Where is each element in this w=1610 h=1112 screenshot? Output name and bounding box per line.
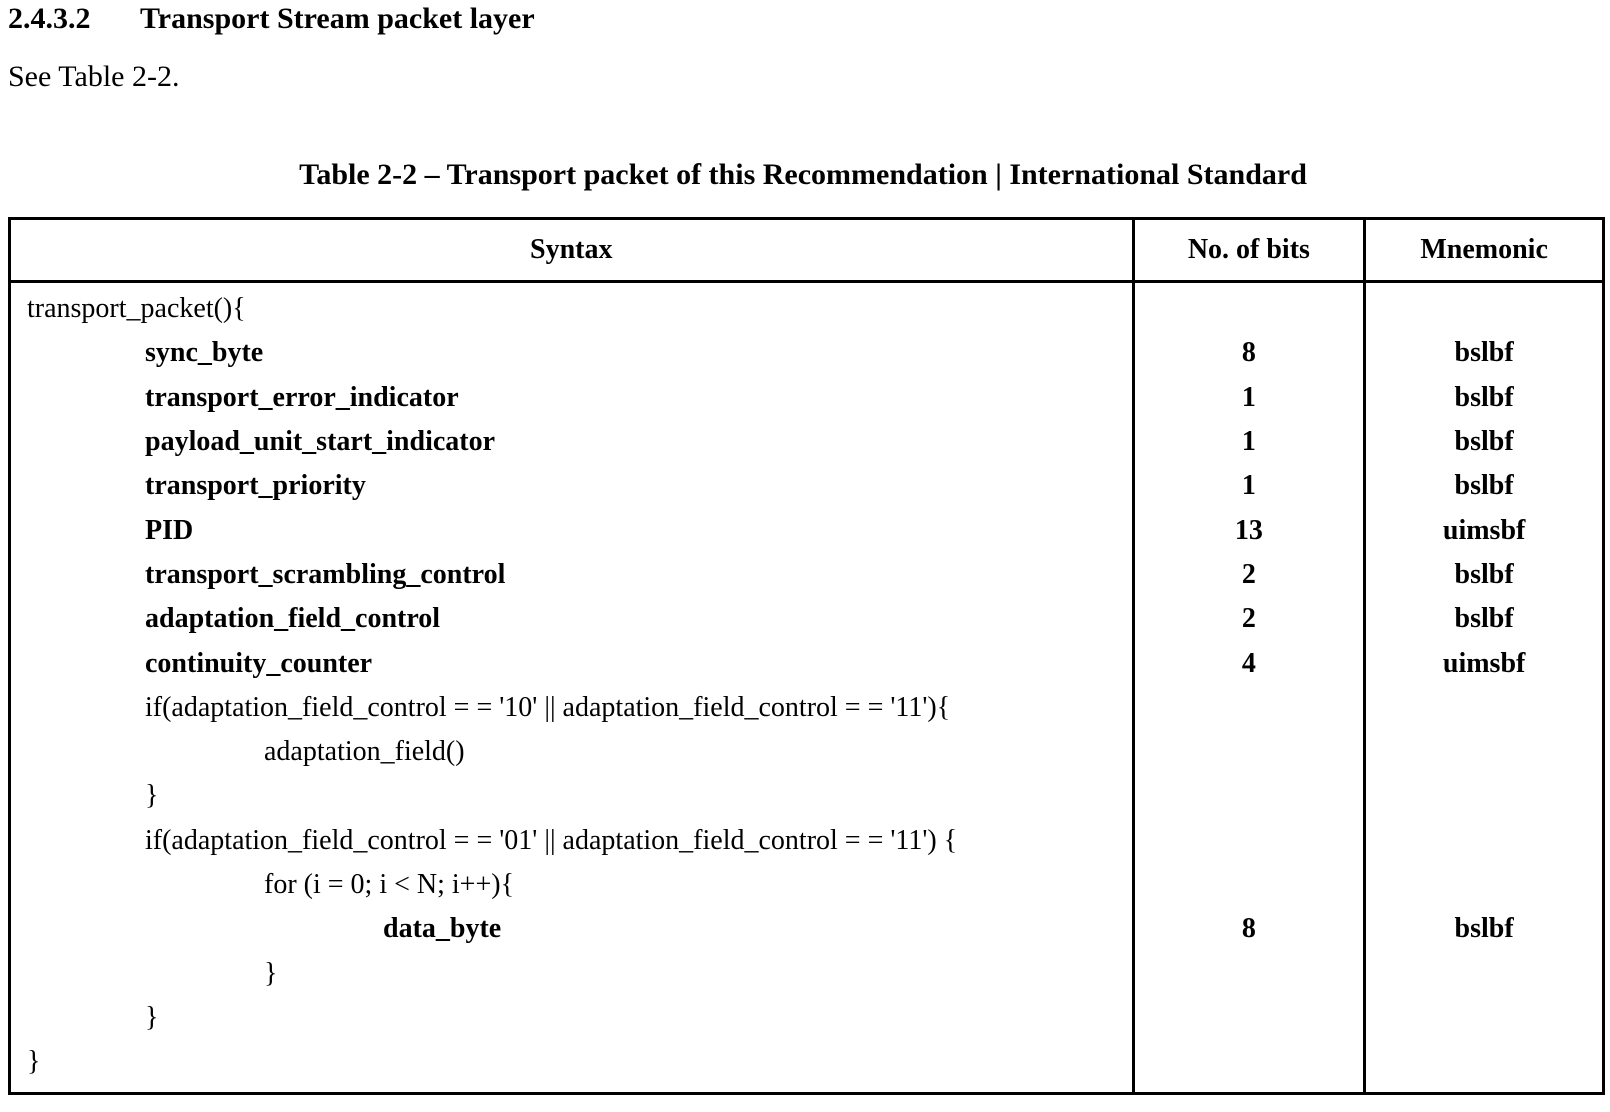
mnemonic-cell xyxy=(1365,863,1604,907)
table-row xyxy=(10,331,1604,375)
section-number: 2.4.3.2 xyxy=(8,2,91,35)
table-row xyxy=(10,420,1604,464)
bits-cell xyxy=(1133,819,1365,863)
syntax-cell: } xyxy=(10,996,1134,1040)
bits-cell xyxy=(1133,686,1365,730)
syntax-cell: data_byte xyxy=(10,907,1134,951)
mnemonic-cell: bslbf xyxy=(1365,907,1604,951)
mnemonic-cell xyxy=(1365,686,1604,730)
table-caption: Table 2-2 – Transport packet of this Recommendation | International Standard xyxy=(299,158,1307,191)
section-title: Transport Stream packet layer xyxy=(140,2,535,35)
syntax-cell: } xyxy=(10,1040,1134,1094)
syntax-cell: if(adaptation_field_control = = '01' || adaptation_field_control = = '11') { xyxy=(10,819,1134,863)
header-bits: No. of bits xyxy=(1133,219,1365,282)
bits-cell: 1 xyxy=(1133,420,1365,464)
table-header-row xyxy=(10,219,1604,282)
table-row xyxy=(10,641,1604,685)
bits-cell xyxy=(1133,282,1365,332)
mnemonic-cell: bslbf xyxy=(1365,464,1604,508)
bits-cell: 1 xyxy=(1133,464,1365,508)
bits-cell: 4 xyxy=(1133,641,1365,685)
header-syntax: Syntax xyxy=(10,219,1134,282)
mnemonic-cell: bslbf xyxy=(1365,553,1604,597)
syntax-table xyxy=(8,217,1605,1095)
syntax-cell: PID xyxy=(10,508,1134,552)
syntax-cell: payload_unit_start_indicator xyxy=(10,420,1134,464)
syntax-cell: } xyxy=(10,774,1134,818)
mnemonic-cell: uimsbf xyxy=(1365,641,1604,685)
table-row xyxy=(10,686,1604,730)
syntax-cell: sync_byte xyxy=(10,331,1134,375)
syntax-cell: for (i = 0; i < N; i++){ xyxy=(10,863,1134,907)
table-row xyxy=(10,730,1604,774)
syntax-cell: adaptation_field_control xyxy=(10,597,1134,641)
bits-cell xyxy=(1133,774,1365,818)
mnemonic-cell xyxy=(1365,1040,1604,1094)
mnemonic-cell xyxy=(1365,774,1604,818)
table-row xyxy=(10,996,1604,1040)
syntax-cell: continuity_counter xyxy=(10,641,1134,685)
table-row xyxy=(10,597,1604,641)
bits-cell: 8 xyxy=(1133,907,1365,951)
bits-cell: 13 xyxy=(1133,508,1365,552)
table-row xyxy=(10,907,1604,951)
section-intro: See Table 2-2. xyxy=(8,60,180,93)
table-row xyxy=(10,819,1604,863)
bits-cell: 2 xyxy=(1133,597,1365,641)
bits-cell: 8 xyxy=(1133,331,1365,375)
bits-cell: 2 xyxy=(1133,553,1365,597)
bits-cell xyxy=(1133,863,1365,907)
syntax-cell: transport_priority xyxy=(10,464,1134,508)
mnemonic-cell xyxy=(1365,730,1604,774)
mnemonic-cell xyxy=(1365,282,1604,332)
table-row xyxy=(10,1040,1604,1094)
table-row xyxy=(10,282,1604,332)
mnemonic-cell: uimsbf xyxy=(1365,508,1604,552)
table-row xyxy=(10,951,1604,995)
header-mnemonic: Mnemonic xyxy=(1365,219,1604,282)
syntax-cell: } xyxy=(10,951,1134,995)
mnemonic-cell: bslbf xyxy=(1365,420,1604,464)
mnemonic-cell: bslbf xyxy=(1365,597,1604,641)
table-row xyxy=(10,508,1604,552)
bits-cell xyxy=(1133,951,1365,995)
mnemonic-cell xyxy=(1365,996,1604,1040)
mnemonic-cell xyxy=(1365,951,1604,995)
syntax-cell: transport_packet(){ xyxy=(10,282,1134,332)
bits-cell: 1 xyxy=(1133,376,1365,420)
syntax-cell: transport_error_indicator xyxy=(10,376,1134,420)
mnemonic-cell: bslbf xyxy=(1365,376,1604,420)
table-row xyxy=(10,376,1604,420)
bits-cell xyxy=(1133,1040,1365,1094)
table-row xyxy=(10,464,1604,508)
section-heading xyxy=(8,2,535,36)
syntax-cell: if(adaptation_field_control = = '10' || adaptation_field_control = = '11'){ xyxy=(10,686,1134,730)
bits-cell xyxy=(1133,996,1365,1040)
syntax-cell: adaptation_field() xyxy=(10,730,1134,774)
table-row xyxy=(10,774,1604,818)
mnemonic-cell: bslbf xyxy=(1365,331,1604,375)
mnemonic-cell xyxy=(1365,819,1604,863)
table-row xyxy=(10,863,1604,907)
bits-cell xyxy=(1133,730,1365,774)
table-row xyxy=(10,553,1604,597)
syntax-cell: transport_scrambling_control xyxy=(10,553,1134,597)
